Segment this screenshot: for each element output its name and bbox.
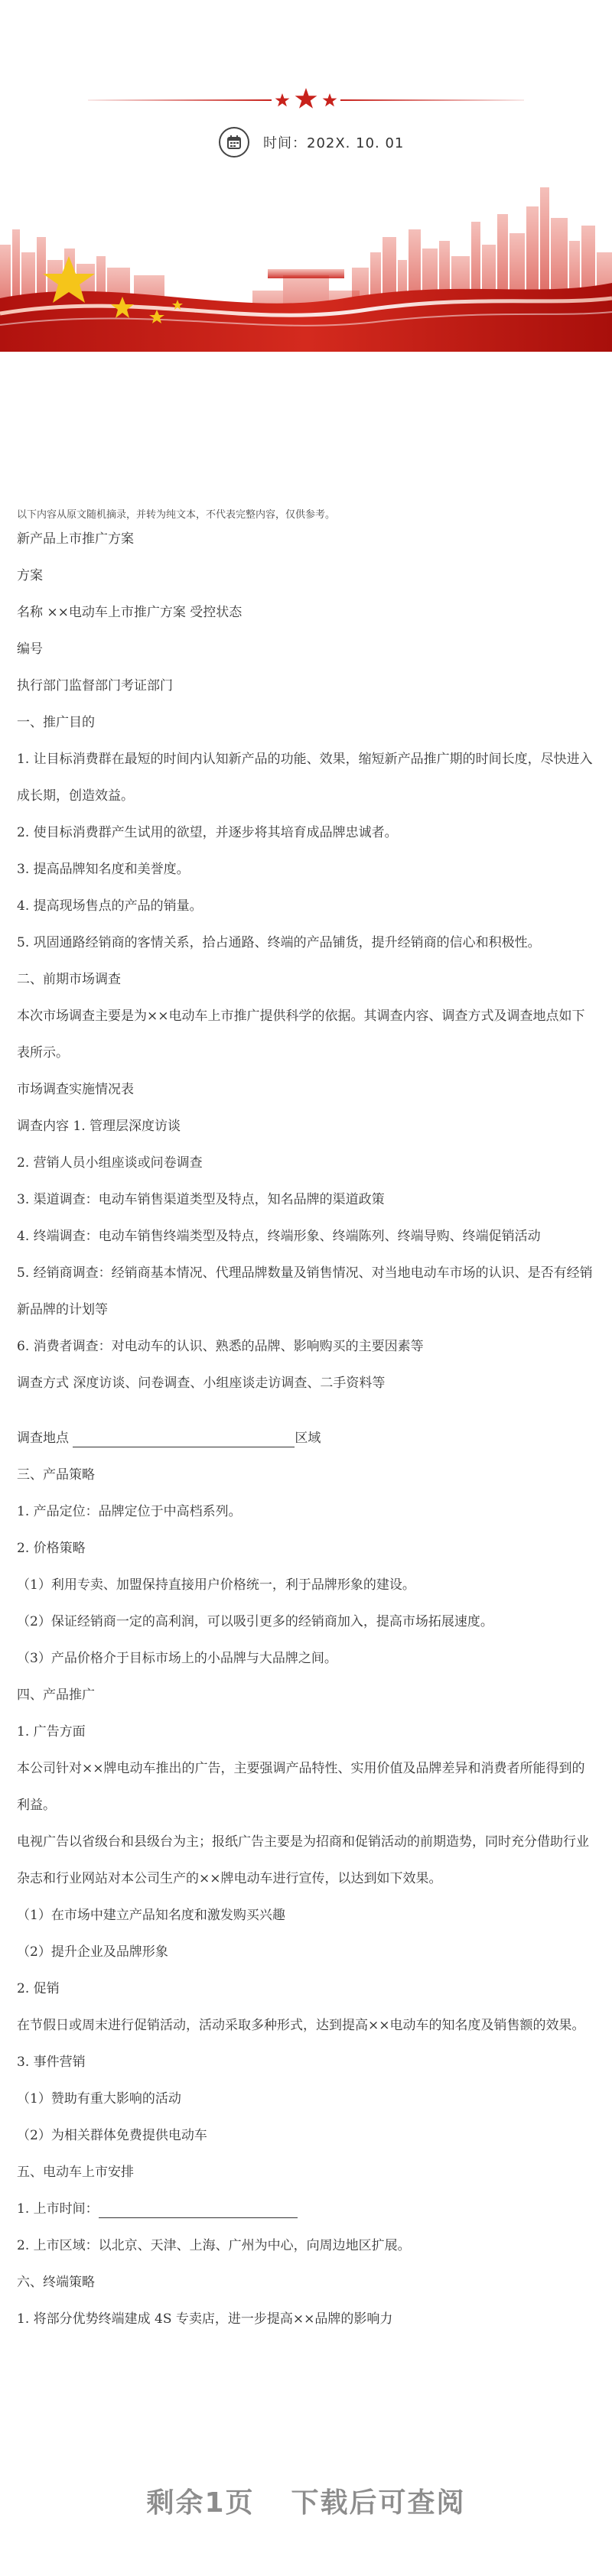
paragraph: 2. 营销人员小组座谈或问卷调查 (17, 1155, 203, 1171)
paragraph: 5. 巩固通路经销商的客情关系，拾占通路、终端的产品铺货，提升经销商的信心和积极性。 (17, 935, 541, 950)
paragraph: 3. 渠道调查：电动车销售渠道类型及特点，知名品牌的渠道政策 (17, 1192, 385, 1207)
city-skyline-banner (0, 184, 612, 352)
paragraph: 1. 让目标消费群在最短的时间内认知新产品的功能、效果，缩短新产品推广期的时间长度，尽快进入成长期，创造效益。 (17, 752, 593, 804)
paragraph: 1. 将部分优势终端建成 4S 专卖店，进一步提高××品牌的影响力 (17, 2311, 393, 2327)
paragraph: 电视广告以省级台和县级台为主；报纸广告主要是为招商和促销活动的前期造势，同时充分借助行业杂志和行业网站对本公司生产的××牌电动车进行宣传，以达到如下效果。 (17, 1834, 589, 1886)
decorative-line-right (340, 99, 524, 101)
paragraph: 三、产品策略 (17, 1467, 95, 1483)
paragraph: 五、电动车上市安排 (17, 2165, 134, 2180)
paragraph: 3. 提高品牌知名度和美誉度。 (17, 862, 190, 877)
paragraph-list (17, 530, 595, 1392)
paragraph: 2. 使目标消费群产生试用的欲望，并逐步将其培育成品牌忠诚者。 (17, 825, 398, 840)
paragraph: 新产品上市推广方案 (17, 531, 134, 547)
paragraph: 本次市场调查主要是为××电动车上市推广提供科学的依据。其调查内容、调查方式及调查地点如下表所示。 (17, 1009, 585, 1061)
paragraph: 一、推广目的 (17, 715, 95, 730)
paragraph: 在节假日或周末进行促销活动，活动采取多种形式，达到提高××电动车的知名度及销售额的效果。 (17, 2018, 585, 2033)
excerpt-note: 以下内容从原文随机摘录，并转为纯文本，不代表完整内容，仅供参考。 (17, 509, 336, 521)
blank-field (73, 1433, 295, 1447)
remaining-pages-label: 剩余1页 (146, 2487, 255, 2519)
blank-field (99, 2204, 298, 2218)
download-label[interactable]: 下载后可查阅 (291, 2487, 466, 2519)
paragraph: 市场调查实施情况表 (17, 1082, 134, 1097)
document-body (17, 507, 595, 2347)
paragraph: 调查内容 1. 管理层深度访谈 (17, 1119, 181, 1134)
paragraph: 1. 产品定位：品牌定位于中高档系列。 (17, 1504, 242, 1519)
star-icon (272, 86, 340, 113)
paragraph: 4. 终端调查：电动车销售终端类型及特点，终端形象、终端陈列、终端导购、终端促销活动 (17, 1229, 541, 1244)
paragraph: （2）为相关群体免费提供电动车 (17, 2128, 207, 2143)
paragraph: 四、产品推广 (17, 1688, 95, 1703)
paragraph: 1. 广告方面 (17, 1724, 86, 1740)
paragraph: 执行部门监督部门考证部门 (17, 678, 173, 694)
paragraph: 6. 消费者调查：对电动车的认识、熟悉的品牌、影响购买的主要因素等 (17, 1339, 424, 1354)
calendar-icon (219, 127, 249, 158)
paragraph: 5. 经销商调查：经销商基本情况、代理品牌数量及销售情况、对当地电动车市场的认识、是否有经销新品牌的计划等 (17, 1265, 593, 1317)
paragraph: 二、前期市场调查 (17, 972, 121, 987)
paragraph: （2）提升企业及品牌形象 (17, 1944, 168, 1960)
paragraph: 名称 ××电动车上市推广方案 受控状态 (17, 605, 243, 620)
date-label: 时间：202X. 10. 01 (263, 135, 405, 151)
document-header (0, 0, 612, 352)
date-row (219, 125, 404, 159)
paragraph: 调查方式 深度访谈、问卷调查、小组座谈走访调查、二手资料等 (17, 1376, 386, 1391)
paragraph: （1）赞助有重大影响的活动 (17, 2091, 181, 2107)
survey-location-line: 调查地点 区域 (17, 1431, 321, 1446)
paragraph: （3）产品价格介于目标市场上的小品牌与大品牌之间。 (17, 1651, 337, 1666)
paragraph: （2）保证经销商一定的高利润，可以吸引更多的经销商加入，提高市场拓展速度。 (17, 1614, 493, 1629)
paragraph: 本公司针对××牌电动车推出的广告，主要强调产品特性、实用价值及品牌差异和消费者所能得到的利益。 (17, 1761, 585, 1813)
paragraph: 编号 (17, 642, 43, 657)
paragraph-list-2 (17, 1466, 595, 2181)
paragraph: 3. 事件营销 (17, 2055, 86, 2070)
paragraph: 六、终端策略 (17, 2275, 95, 2290)
paragraph: 2. 价格策略 (17, 1541, 86, 1556)
paragraph-list-3 (17, 2237, 595, 2328)
paragraph: （1）利用专卖、加盟保持直接用户价格统一，利于品牌形象的建设。 (17, 1577, 415, 1593)
paragraph: 方案 (17, 568, 43, 583)
paragraph: 4. 提高现场售点的产品的销量。 (17, 898, 203, 914)
paragraph: 2. 上市区域：以北京、天津、上海、广州为中心，向周边地区扩展。 (17, 2238, 411, 2253)
paragraph: 2. 促销 (17, 1981, 60, 1996)
paragraph: （1）在市场中建立产品知名度和激发购买兴趣 (17, 1908, 285, 1923)
decorative-line-left (88, 99, 272, 101)
footer-banner[interactable] (0, 2481, 612, 2520)
launch-time-line: 1. 上市时间： (17, 2200, 595, 2218)
